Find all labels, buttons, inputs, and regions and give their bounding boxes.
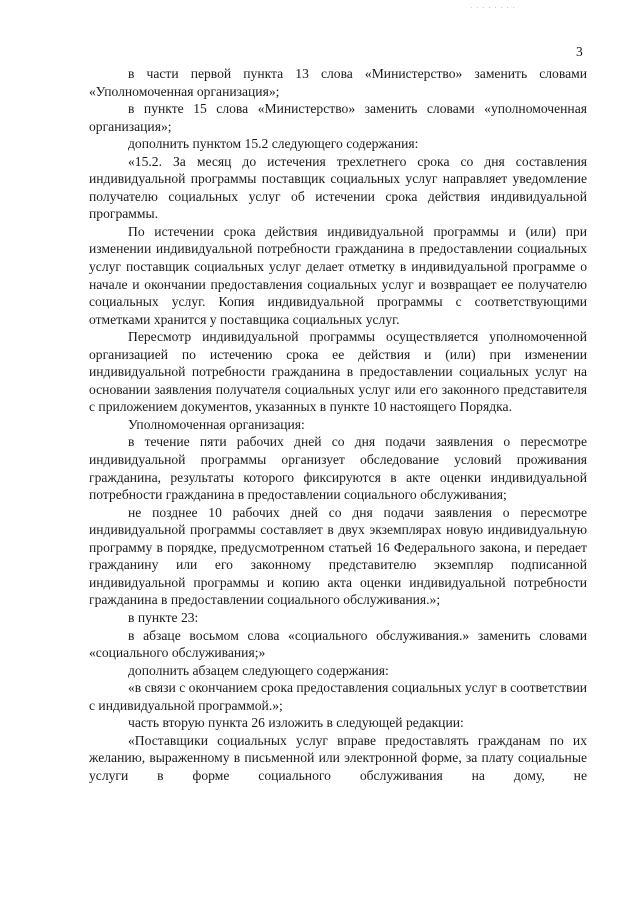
paragraph: Уполномоченная организация: xyxy=(128,416,305,432)
paragraph: часть вторую пункта 26 изложить в следующей редакции: xyxy=(128,715,464,731)
paragraph: дополнить пунктом 15.2 следующего содержания: xyxy=(128,136,419,152)
paragraph: «15.2. За месяц до истечения трехлетнего срока со дня составления индивидуальной программы поставщик социальных услуг направляет уведомление получателю социальных услуг об истечении срока действия индивидуальной программы. xyxy=(89,153,587,222)
scan-marks: · · · · · · · · xyxy=(470,4,516,12)
paragraph: не позднее 10 рабочих дней со дня подачи заявления о пересмотре индивидуальной программы составляет в двух экземплярах новую индивидуальную программу в порядке, предусмотренном статьей 16 Федерального закона, и передает гражданину или его законному представителю экземпляр подписанной индивидуальной программы и копию акта оценки индивидуальной потребности гражданина в предоставлении социального обслуживания.»; xyxy=(89,504,587,608)
paragraph: в пункте 15 слова «Министерство» заменить словами «уполномоченная организация»; xyxy=(89,101,587,134)
page-number: 3 xyxy=(576,44,583,59)
paragraph: в течение пяти рабочих дней со дня подачи заявления о пересмотре индивидуальной программы организует обследование условий проживания гражданина, результаты которого фиксируются в акте оценки индивидуальной потребности гражданина в предоставлении социального обслуживания; xyxy=(89,434,587,503)
paragraph: в части первой пункта 13 слова «Министерство» заменить словами «Уполномоченная организация»; xyxy=(89,66,587,99)
paragraph: в абзаце восьмом слова «социального обслуживания.» заменить словами «социального обслуживания;» xyxy=(89,627,587,661)
paragraph: Пересмотр индивидуальной программы осуществляется уполномоченной организацией по истечению срока ее действия и (или) при изменении индивидуальной потребности гражданина в предоставлении социальных услуг на основании заявления получателя социальных услуг или его законного представителя с приложением документов, указанных в пункте 10 настоящего Порядка. xyxy=(89,329,587,415)
paragraph: в пункте 23: xyxy=(128,609,199,625)
paragraph: «Поставщики социальных услуг вправе предоставлять гражданам по их желанию, выраженному в письменной или электронной форме, за плату социальные услуги в форме социального обслуживания на дому, не xyxy=(89,732,587,783)
document-body xyxy=(89,65,587,784)
paragraph: По истечении срока действия индивидуальной программы и (или) при изменении индивидуальной потребности гражданина в предоставлении социальных услуг поставщик социальных услуг делает отметку в индивидуальной программе о начале и окончании предоставления социальных услуг и возвращает ее получателю социальных услуг. Копия индивидуальной программы с соответствующими отметками хранится у поставщика социальных услуг. xyxy=(89,223,587,327)
paragraph: дополнить абзацем следующего содержания: xyxy=(128,662,389,678)
paragraph: «в связи с окончанием срока предоставления социальных услуг в соответствии с индивидуальной программой.»; xyxy=(89,680,587,713)
